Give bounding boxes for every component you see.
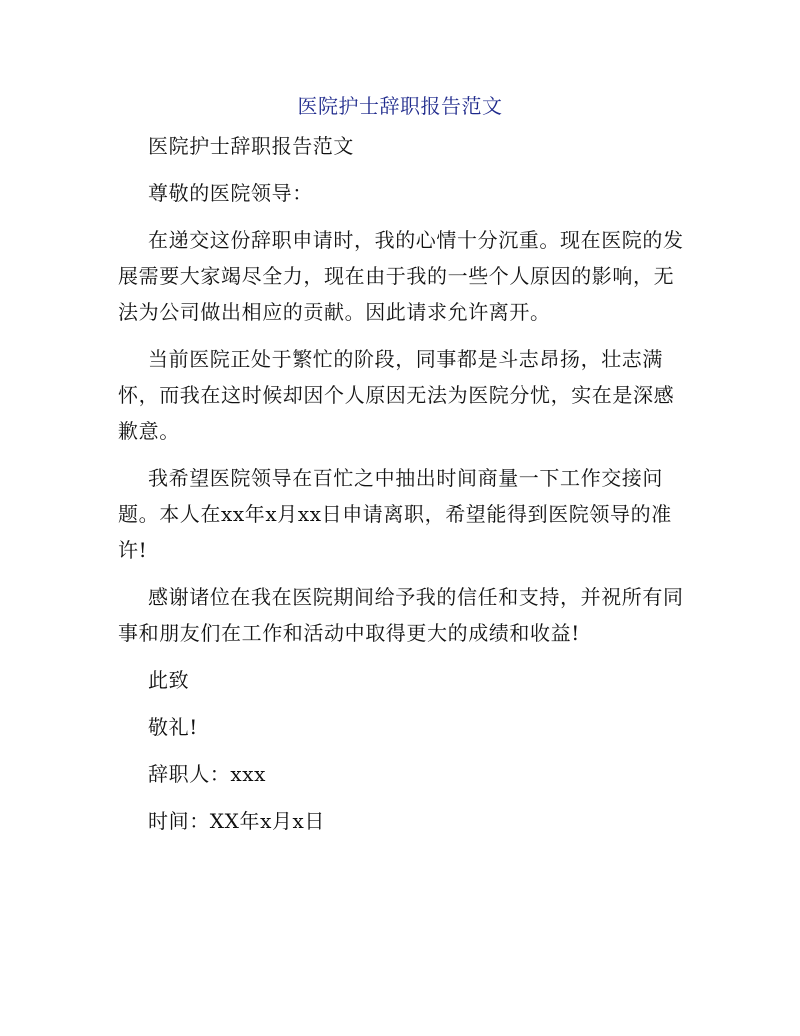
signature-date: 时间：XX年x月x日 (148, 809, 326, 833)
paragraph-2: 当前医院正处于繁忙的阶段，同事都是斗志昂扬，壮志满怀，而我在这时候却因个人原因无法为医院分忧，实在是深感歉意。 (118, 347, 675, 443)
closing-line-1: 此致 (148, 668, 190, 692)
signature-name: 辞职人：xxx (148, 762, 267, 786)
paragraph-4: 感谢诸位在我在医院期间给予我的信任和支持，并祝所有同事和朋友们在工作和活动中取得更大的成绩和收益! (118, 585, 684, 645)
document-body (118, 128, 688, 850)
salutation: 尊敬的医院领导： (148, 181, 313, 205)
paragraph-1: 在递交这份辞职申请时，我的心情十分沉重。现在医院的发展需要大家竭尽全力，现在由于我的一些个人原因的影响，无法为公司做出相应的贡献。因此请求允许离开。 (118, 228, 684, 324)
subtitle-line: 医院护士辞职报告范文 (148, 134, 354, 158)
document-title: 医院护士辞职报告范文 (297, 94, 503, 118)
closing-line-2: 敬礼! (148, 715, 198, 739)
paragraph-3: 我希望医院领导在百忙之中抽出时间商量一下工作交接问题。本人在xx年x月xx日申请离职，希望能得到医院领导的准许! (118, 466, 672, 562)
